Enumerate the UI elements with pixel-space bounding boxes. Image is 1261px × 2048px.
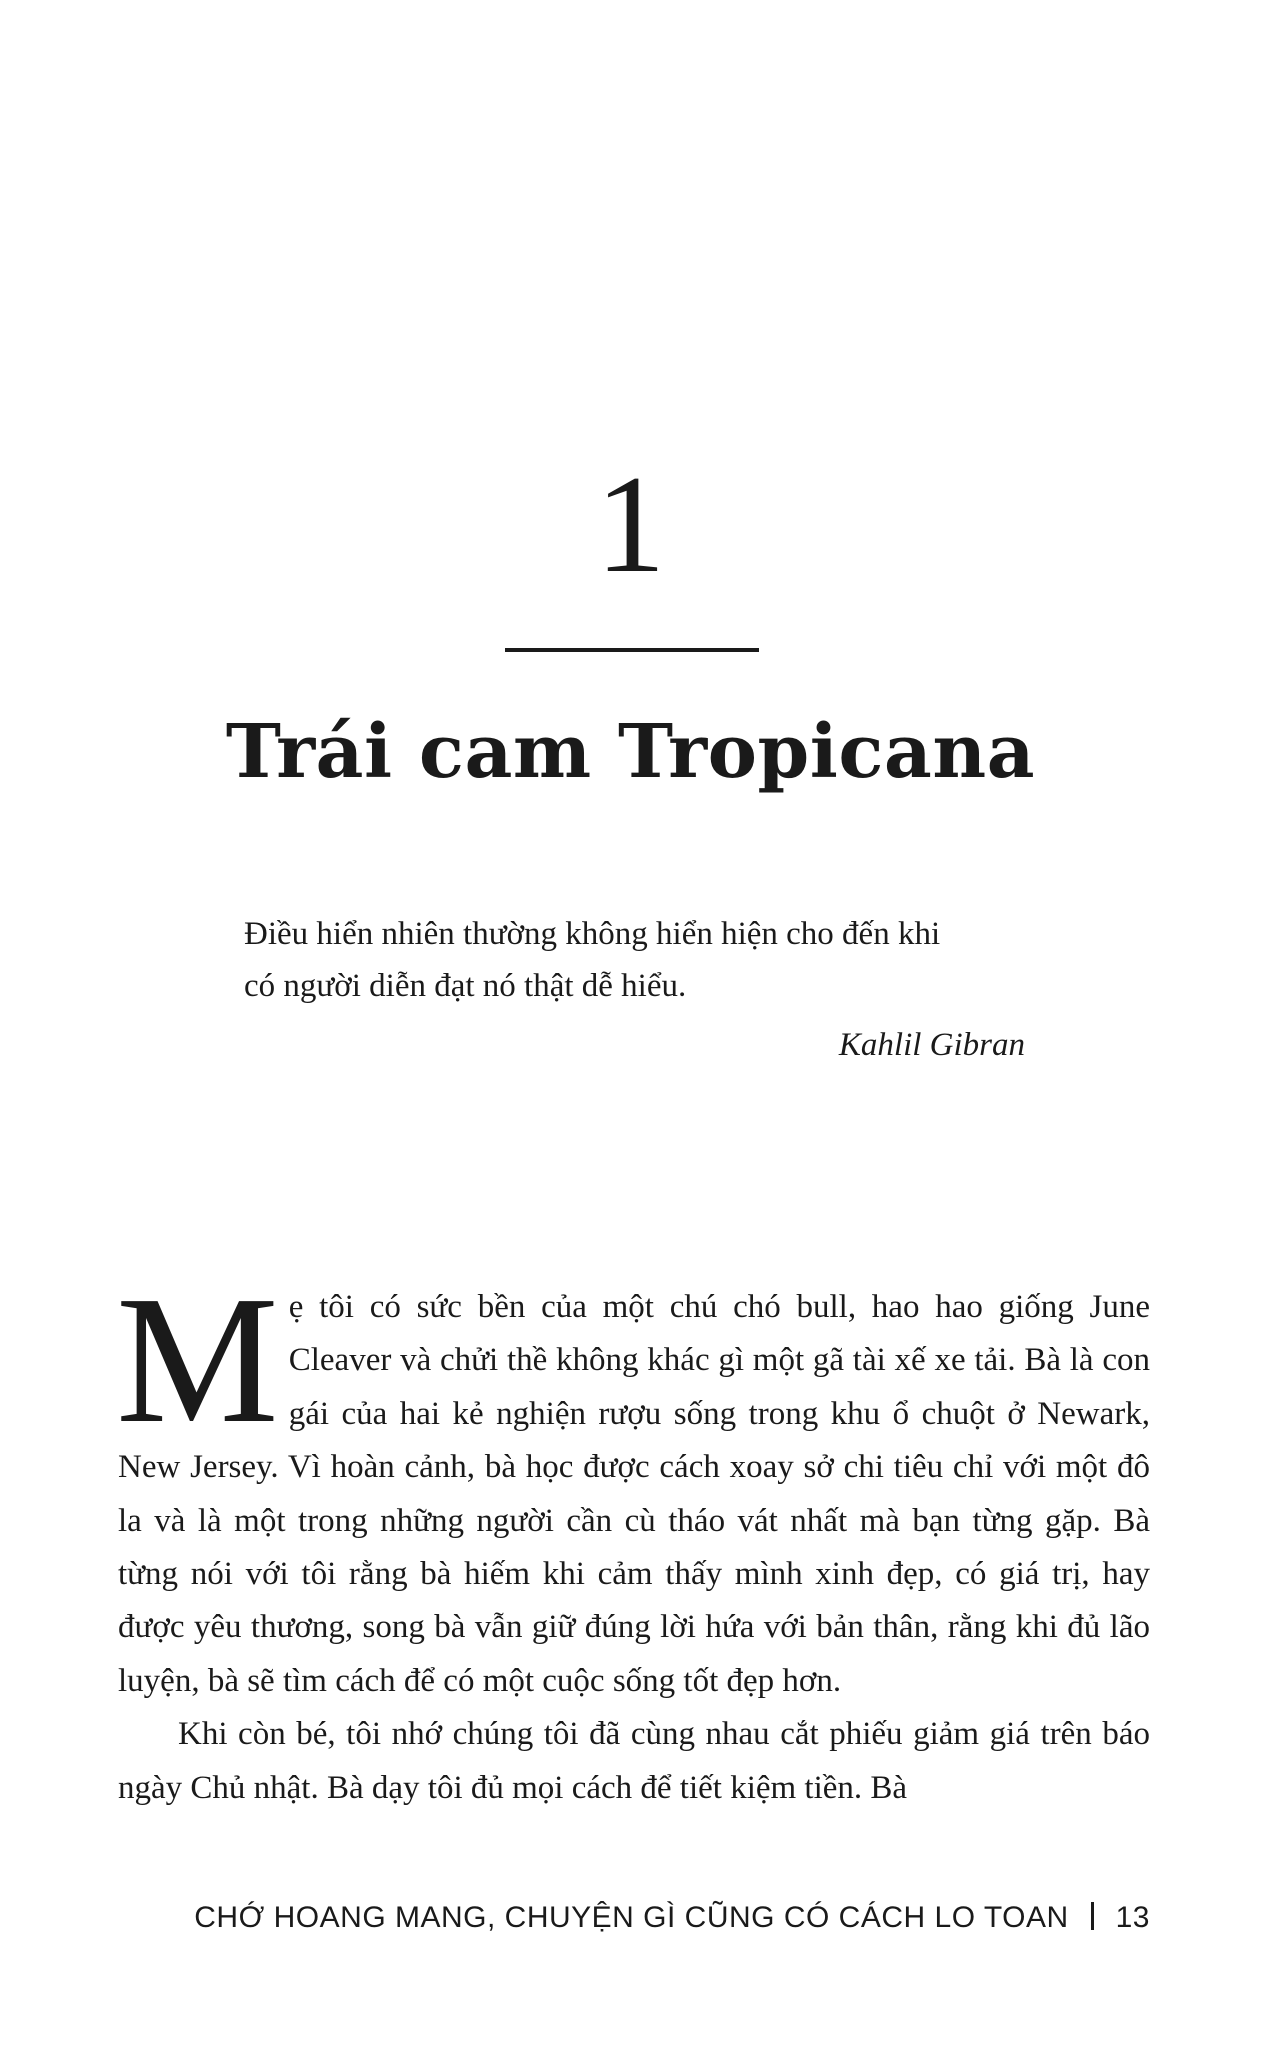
footer-separator	[1091, 1902, 1094, 1930]
paragraph-1	[116, 1258, 1150, 1708]
paragraph-1-text: ẹ tôi có sức bền của một chú chó bull, hao hao giống June Cleaver và chửi thề không khác gì một gã tài xế xe tải. Bà là con gái của hai kẻ nghiện rượu sống trong khu ổ chuột ở Newark, New Jersey. Vì hoàn cảnh, bà học được cách xoay sở chi tiêu chỉ với một đô la và là một trong những người cần cù tháo vát nhất mà bạn từng gặp. Bà từng nói với tôi rằng bà hiếm khi cảm thấy mình xinh đẹp, có giá trị, hay được yêu thương, song bà vẫn giữ đúng lời hứa với bản thân, rằng khi đủ lão luyện, bà sẽ tìm cách để có một cuộc sống tốt đẹp hơn.	[118, 1289, 1150, 1699]
body-text	[116, 1258, 1150, 1815]
chapter-number: 1	[595, 447, 666, 602]
epigraph-line-1: Điều hiển nhiên thường không hiển hiện cho đến khi	[244, 916, 941, 952]
epigraph	[244, 908, 1024, 1012]
page-number: 13	[1115, 1901, 1150, 1934]
page-footer	[0, 1901, 1150, 1935]
epigraph-line-2: có người diễn đạt nó thật dễ hiểu.	[244, 968, 687, 1004]
paragraph-2: Khi còn bé, tôi nhớ chúng tôi đã cùng nhau cắt phiếu giảm giá trên báo ngày Chủ nhật. Bà dạy tôi đủ mọi cách để tiết kiệm tiền. Bà	[118, 1716, 1150, 1806]
running-title: CHỚ HOANG MANG, CHUYỆN GÌ CŨNG CÓ CÁCH LO TOAN	[194, 1901, 1069, 1934]
drop-cap: M	[116, 1258, 279, 1461]
chapter-title: Trái cam Tropicana	[225, 709, 1036, 795]
chapter-divider	[505, 648, 759, 652]
epigraph-author: Kahlil Gibran	[838, 1027, 1025, 1063]
